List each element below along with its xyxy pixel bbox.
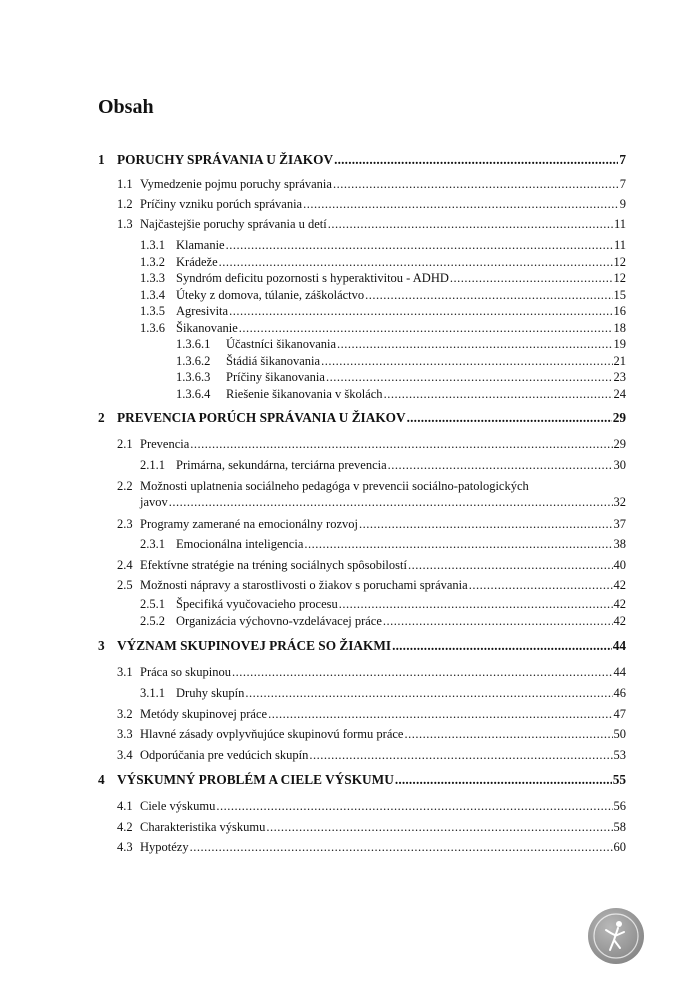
dot-leader [334, 152, 618, 168]
toc-page-number: 23 [613, 370, 626, 384]
dot-leader [339, 596, 613, 612]
toc-entry[interactable] [117, 557, 626, 573]
toc-entry-number: 2.4 [117, 558, 133, 572]
toc-entry-number: 2.2 [117, 479, 133, 493]
dot-leader [216, 798, 612, 814]
toc-page-number: 44 [613, 665, 626, 679]
dot-leader [407, 410, 612, 426]
toc-page-number: 37 [613, 517, 626, 531]
toc-entry-number: 3.4 [117, 748, 133, 762]
toc-entry-title: Klamanie [176, 238, 225, 252]
toc-page-number: 18 [613, 321, 626, 335]
dot-leader [190, 839, 613, 855]
dot-leader [303, 196, 619, 212]
toc-entry-title: Efektívne stratégie na tréning sociálnych spôsobilostí [140, 558, 407, 572]
toc-entry-number: 1.3.4 [140, 288, 165, 302]
toc-entry-title: Šikanovanie [176, 321, 238, 335]
toc-entry[interactable] [140, 457, 626, 473]
toc-page-number: 24 [613, 387, 626, 401]
toc-entry[interactable] [117, 664, 626, 680]
toc-entry[interactable] [117, 577, 626, 593]
toc-page-number: 50 [613, 727, 626, 741]
toc-entry-title: Špecifiká vyučovacieho procesu [176, 597, 338, 611]
dot-leader [229, 303, 612, 319]
toc-entry-title: Účastníci šikanovania [226, 337, 337, 351]
toc-entry-title: Primárna, sekundárna, terciárna prevencia [176, 458, 387, 472]
toc-entry-number: 1.3.3 [140, 271, 165, 285]
toc-entry[interactable] [117, 176, 626, 192]
toc-entry[interactable] [176, 336, 626, 352]
toc-entry-title: Riešenie šikanovania v školách [226, 387, 383, 401]
toc-entry[interactable] [117, 706, 626, 722]
toc-entry-number: 1.3.6.3 [176, 370, 211, 384]
toc-entry[interactable] [117, 216, 626, 232]
toc-entry[interactable] [176, 386, 626, 402]
toc-chapter-entry[interactable] [98, 638, 626, 654]
toc-entry[interactable] [117, 478, 626, 510]
toc-page-number: 12 [613, 271, 626, 285]
toc-chapter-entry[interactable] [98, 152, 626, 168]
toc-entry-title: Najčastejšie poruchy správania u detí [140, 217, 327, 231]
dot-leader [388, 457, 613, 473]
toc-page-number: 55 [612, 772, 626, 787]
toc-entry[interactable] [140, 254, 626, 270]
toc-entry-number: 2.5.1 [140, 597, 165, 611]
toc-entry-title: Príčiny vzniku porúch správania [140, 197, 303, 211]
dot-leader [232, 664, 613, 680]
toc-entry-title: Organizácia výchovno-vzdelávacej práce [176, 614, 382, 628]
toc-entry-number: 2.1 [117, 437, 133, 451]
toc-entry-title: Odporúčania pre vedúcich skupín [140, 748, 309, 762]
toc-page-number: 38 [613, 537, 626, 551]
dot-leader [190, 436, 612, 452]
toc-page-number: 7 [619, 152, 626, 167]
dot-leader [321, 353, 612, 369]
toc-entry-number: 1 [98, 152, 105, 167]
toc-entry[interactable] [140, 287, 626, 303]
toc-entry-title: Štádiá šikanovania [226, 354, 321, 368]
toc-page-number: 7 [619, 177, 626, 191]
toc-entry-number: 4.2 [117, 820, 133, 834]
toc-entry[interactable] [140, 596, 626, 612]
toc-page-number: 21 [613, 354, 626, 368]
toc-entry-title: VÝZNAM SKUPINOVEJ PRÁCE SO ŽIAKMI [117, 638, 392, 653]
toc-entry-number: 2.5.2 [140, 614, 165, 628]
toc-entry-number: 3.1.1 [140, 686, 165, 700]
toc-entry-number: 1.3.2 [140, 255, 165, 269]
toc-entry-number: 1.3.1 [140, 238, 165, 252]
dot-leader [450, 270, 613, 286]
toc-entry[interactable] [117, 747, 626, 763]
toc-page-number: 40 [613, 558, 626, 572]
dot-leader [384, 386, 613, 402]
toc-page-number: 58 [613, 820, 626, 834]
toc-entry-title: Emocionálna inteligencia [176, 537, 304, 551]
toc-page-number: 42 [613, 614, 626, 628]
toc-entry-title: Vymedzenie pojmu poruchy správania [140, 177, 332, 191]
toc-entry-title: Prevencia [140, 437, 190, 451]
dot-leader [239, 320, 613, 336]
toc-entry[interactable] [140, 685, 626, 701]
toc-page-number: 60 [613, 840, 626, 854]
toc-page-number: 42 [613, 597, 626, 611]
dot-leader [333, 176, 619, 192]
toc-page-number: 46 [613, 686, 626, 700]
toc-entry[interactable] [117, 726, 626, 742]
toc-entry[interactable] [176, 369, 626, 385]
toc-chapter-entry[interactable] [98, 772, 626, 788]
toc-page-number: 47 [613, 707, 626, 721]
toc-entry[interactable] [176, 353, 626, 369]
toc-page-number: 11 [613, 217, 626, 231]
toc-entry-number: 4 [98, 772, 105, 787]
toc-page-number: 29 [612, 410, 626, 425]
toc-entry-number: 4.3 [117, 840, 133, 854]
dot-leader [304, 536, 612, 552]
dot-leader [326, 369, 613, 385]
toc-entry-number: 2.1.1 [140, 458, 165, 472]
dot-leader [245, 685, 612, 701]
toc-entry-number: 1.3.6 [140, 321, 165, 335]
toc-page-number: 16 [613, 304, 626, 318]
toc-entry-title: PREVENCIA PORÚCH SPRÁVANIA U ŽIAKOV [117, 410, 406, 425]
toc-entry-number: 3.1 [117, 665, 133, 679]
dot-leader [337, 336, 612, 352]
toc-entry[interactable] [117, 839, 626, 855]
toc-page-number: 56 [613, 799, 626, 813]
toc-entry-number: 1.3.6.2 [176, 354, 211, 368]
toc-entry-number: 2 [98, 410, 105, 425]
toc-entry-number: 1.2 [117, 197, 133, 211]
toc-entry-title: VÝSKUMNÝ PROBLÉM A CIELE VÝSKUMU [117, 772, 394, 787]
page-title: Obsah [98, 96, 154, 118]
toc-entry[interactable] [140, 536, 626, 552]
toc-entry[interactable] [117, 819, 626, 835]
toc-entry[interactable] [140, 270, 626, 286]
toc-entry-title: Práca so skupinou [140, 665, 231, 679]
toc-entry-title: Hypotézy [140, 840, 189, 854]
toc-page-number: 53 [613, 748, 626, 762]
toc-page-number: 29 [613, 437, 626, 451]
toc-entry-title: Možnosti uplatnenia sociálneho pedagóga v prevencii sociálno-patologických [140, 479, 529, 493]
dot-leader [266, 819, 612, 835]
dot-leader [404, 726, 612, 742]
toc-chapter-entry[interactable] [98, 410, 626, 426]
toc-page-number: 42 [613, 578, 626, 592]
toc-entry-title: Syndróm deficitu pozornosti s hyperaktivitou - ADHD [176, 271, 449, 285]
toc-entry-title: Metódy skupinovej práce [140, 707, 268, 721]
dot-leader [219, 254, 613, 270]
toc-entry-number: 4.1 [117, 799, 133, 813]
dot-leader [383, 613, 613, 629]
toc-entry-title: Programy zamerané na emocionálny rozvoj [140, 517, 358, 531]
toc-entry-title: Hlavné zásady ovplyvňujúce skupinovú formu práce [140, 727, 404, 741]
toc-entry[interactable] [140, 237, 626, 253]
toc-entry[interactable] [140, 613, 626, 629]
toc-entry[interactable] [140, 303, 626, 319]
toc-entry-title: Agresivita [176, 304, 229, 318]
figure-emblem-icon [588, 908, 644, 964]
toc-entry-number: 3.3 [117, 727, 133, 741]
dot-leader [359, 516, 613, 532]
toc-entry-number: 1.3.6.1 [176, 337, 211, 351]
dot-leader [365, 287, 612, 303]
toc-entry-title: Príčiny šikanovania [226, 370, 325, 384]
toc-entry[interactable] [117, 436, 626, 452]
dot-leader [395, 772, 612, 788]
toc-entry-title: Ciele výskumu [140, 799, 216, 813]
dot-leader [169, 494, 613, 510]
toc-entry[interactable] [140, 320, 626, 336]
toc-entry-number: 1.3.6.4 [176, 387, 211, 401]
dot-leader [469, 577, 613, 593]
toc-entry-title: PORUCHY SPRÁVANIA U ŽIAKOV [117, 152, 334, 167]
toc-entry-title: Charakteristika výskumu [140, 820, 266, 834]
toc-entry-number: 3.2 [117, 707, 133, 721]
dot-leader [328, 216, 613, 232]
toc-entry[interactable] [117, 798, 626, 814]
toc-entry-title: Krádeže [176, 255, 218, 269]
dot-leader [226, 237, 613, 253]
toc-entry[interactable] [117, 516, 626, 532]
dot-leader [392, 638, 612, 654]
toc-page-number: 32 [613, 495, 626, 509]
toc-page-number: 9 [619, 197, 626, 211]
dot-leader [309, 747, 612, 763]
toc-entry-title: Možnosti nápravy a starostlivosti o žiakov s poruchami správania [140, 578, 468, 592]
toc-page-number: 30 [613, 458, 626, 472]
dot-leader [268, 706, 612, 722]
toc-entry-number: 1.3 [117, 217, 133, 231]
toc-page-number: 19 [613, 337, 626, 351]
toc-entry-number: 1.1 [117, 177, 133, 191]
toc-entry-number: 2.3 [117, 517, 133, 531]
toc-entry-title-continued: javov [140, 495, 168, 509]
toc-page-number: 15 [613, 288, 626, 302]
toc-entry-number: 2.3.1 [140, 537, 165, 551]
toc-entry-number: 1.3.5 [140, 304, 165, 318]
toc-entry-number: 2.5 [117, 578, 133, 592]
dot-leader [408, 557, 613, 573]
toc-page-number: 44 [612, 638, 626, 653]
toc-entry-title: Úteky z domova, túlanie, záškoláctvo [176, 288, 365, 302]
toc-entry-title: Druhy skupín [176, 686, 245, 700]
toc-entry-number: 3 [98, 638, 105, 653]
toc-page-number: 12 [613, 255, 626, 269]
toc-page-number: 11 [613, 238, 626, 252]
toc-entry[interactable] [117, 196, 626, 212]
